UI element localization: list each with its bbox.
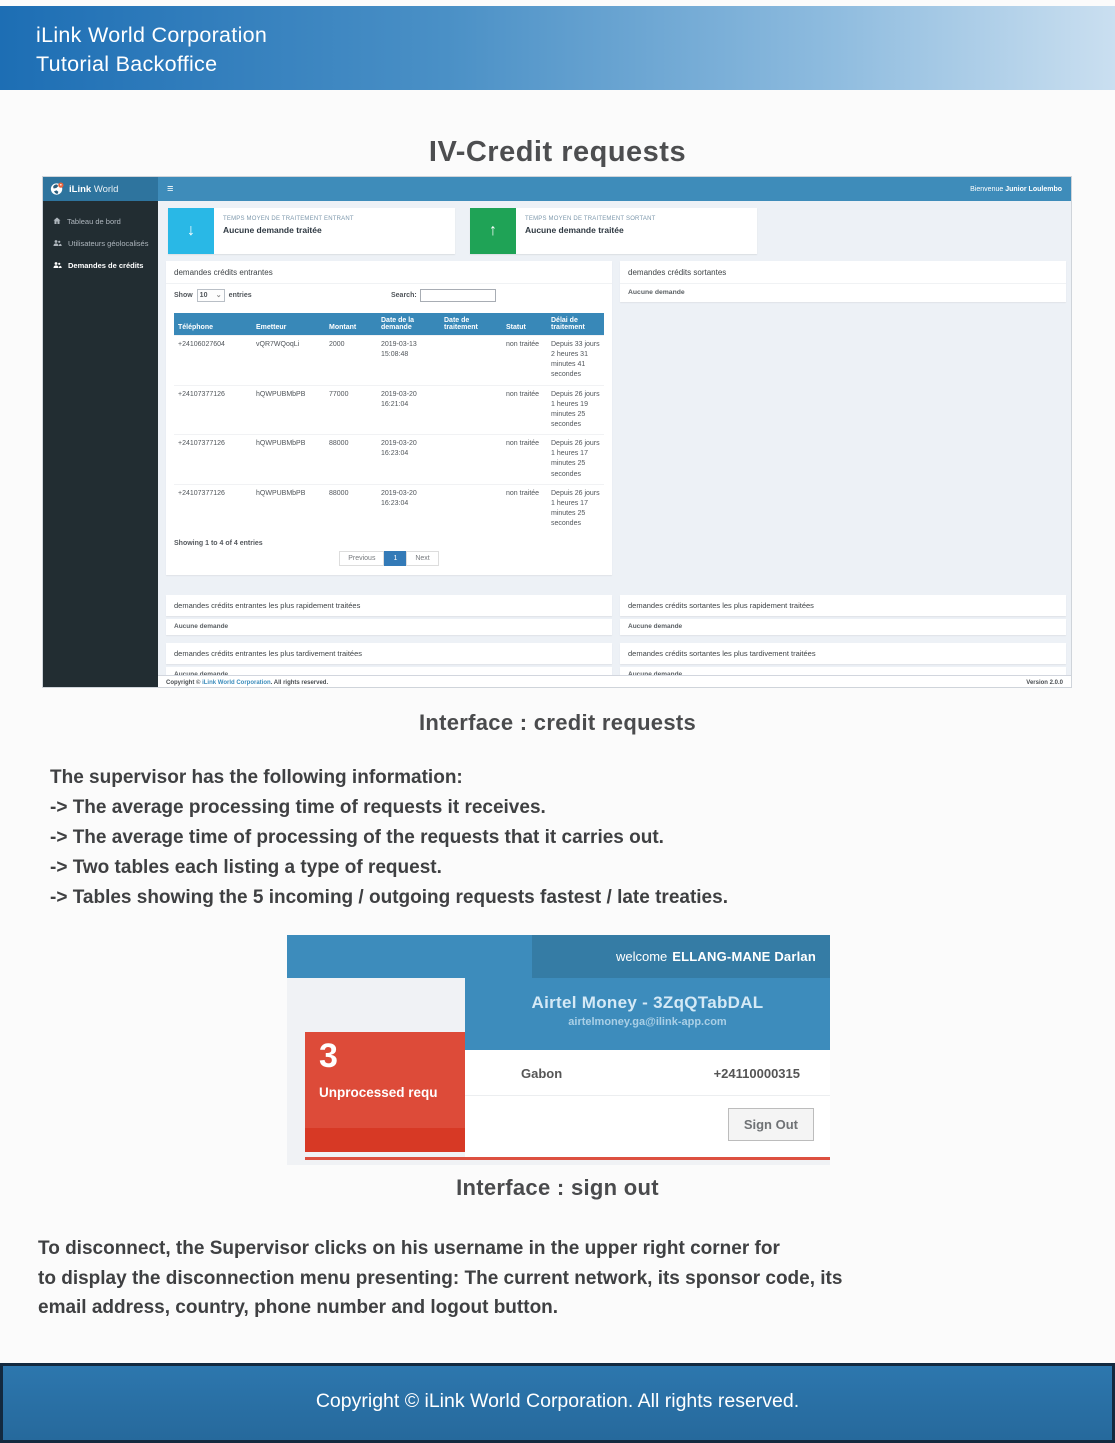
next-page-button[interactable]: Next: [406, 551, 438, 566]
dashboard-icon: [53, 217, 61, 225]
users-icon: [53, 239, 62, 247]
incoming-fastest-panel: demandes crédits entrantes les plus rapidement traitées Aucune demande: [166, 595, 612, 635]
table-header-row: [174, 313, 604, 336]
outgoing-fastest-panel: demandes crédits sortantes les plus rapidement traitées Aucune demande: [620, 595, 1066, 635]
datatable-controls: [166, 284, 612, 309]
column-header[interactable]: Date de traitement: [440, 313, 502, 336]
unprocessed-requests-box: [305, 1032, 465, 1152]
user-email: airtelmoney.ga@ilink-app.com: [568, 1016, 727, 1028]
document-header-line1: iLink World Corporation: [36, 23, 268, 47]
card-value: Aucune demande traitée: [223, 225, 322, 235]
table-row: +24107377126 hQWPUBMbPB 88000 2019-03-20 16:23:04 non traitée Depuis 26 jours 1 heures 17 minutes 25 secondes: [174, 435, 604, 485]
page-title: IV-Credit requests: [428, 136, 687, 168]
showing-entries-text: Showing 1 to 4 of 4 entries: [174, 540, 263, 548]
country-label: Gabon: [521, 1066, 563, 1081]
sidebar: [43, 201, 158, 688]
app-copyright: Copyright © iLink World Corporation. All rights reserved.: [166, 679, 329, 686]
document-header-line2: Tutorial Backoffice: [36, 52, 218, 76]
app-version: Version 2.0.0: [1026, 679, 1063, 686]
brand-text: iLink World: [69, 183, 119, 195]
previous-page-button[interactable]: Previous: [339, 551, 384, 566]
table-row: +24106027604 vQR7WQoqLi 2000 2019-03-13 15:08:48 non traitée Depuis 33 jours 2 heures 31 minutes 41 secondes: [174, 336, 604, 386]
chevron-down-icon: ⌄: [215, 292, 222, 299]
box-footer-strip: [305, 1128, 465, 1152]
page-1-button[interactable]: 1: [384, 551, 406, 566]
credit-requests-screenshot: [42, 176, 1072, 688]
arrow-down-icon: ↓: [168, 208, 214, 254]
signout-screenshot: [287, 935, 830, 1165]
supervisor-info-paragraph: The supervisor has the following information: -> The average processing time of requests it receives. -> The average time of processing of the requests that it carries out. -> Two tables each listing a type of request. -> Tables showing the 5 incoming / outgoing requests fastest / late treaties.: [50, 767, 728, 908]
phone-number: +24110000315: [713, 1066, 800, 1081]
app-footer: [158, 675, 1071, 688]
page-length-select[interactable]: 10 ⌄: [197, 289, 225, 302]
outgoing-requests-panel: [620, 261, 1066, 302]
table-row: +24107377126 hQWPUBMbPB 88000 2019-03-20 16:23:04 non traitée Depuis 26 jours 1 heures 17 minutes 25 secondes: [174, 484, 604, 533]
outgoing-panel-title: demandes crédits sortantes: [620, 261, 1066, 284]
app-navbar: [43, 177, 1071, 201]
outgoing-panel-empty: Aucune demande: [628, 289, 685, 296]
dropdown-header: [465, 978, 830, 1050]
search-control: Search:: [391, 289, 496, 302]
unprocessed-count: 3: [319, 1037, 338, 1075]
outgoing-latest-panel: demandes crédits sortantes les plus tardivement traitées: [620, 643, 1066, 683]
card-value: Aucune demande traitée: [525, 225, 624, 235]
dropdown-body: [465, 1050, 830, 1160]
incoming-panel-title: demandes crédits entrantes: [166, 261, 612, 284]
caption-credit-requests: Interface : credit requests: [418, 710, 697, 735]
incoming-latest-panel: demandes crédits entrantes les plus tardivement traitées: [166, 643, 612, 683]
sidebar-item-dashboard[interactable]: Tableau de bord: [43, 210, 158, 232]
table-row: +24107377126 hQWPUBMbPB 77000 2019-03-20 16:21:04 non traitée Depuis 26 jours 1 heures 19 minutes 25 secondes: [174, 385, 604, 435]
corporation-link[interactable]: iLink World Corporation: [202, 679, 271, 686]
outgoing-avg-time-card: [470, 208, 757, 254]
document-footer: Copyright © iLink World Corporation. All rights reserved.: [0, 1363, 1115, 1443]
search-input[interactable]: [420, 289, 496, 302]
incoming-requests-table: [174, 313, 604, 533]
arrow-up-icon: ↑: [470, 208, 516, 254]
sidebar-item-geolocated-users[interactable]: Utilisateurs géolocalisés: [43, 232, 158, 254]
signout-button-row: [465, 1096, 830, 1153]
incoming-requests-panel: [166, 261, 612, 575]
card-title: TEMPS MOYEN DE TRAITEMENT ENTRANT: [223, 216, 354, 222]
datatable-footer: [166, 533, 612, 575]
column-header[interactable]: Montant: [325, 313, 377, 336]
column-header[interactable]: Date de la demande: [377, 313, 440, 336]
sign-out-button[interactable]: Sign Out: [728, 1108, 814, 1141]
incoming-avg-time-card: [168, 208, 455, 254]
unprocessed-label: Unprocessed requ: [319, 1085, 438, 1101]
navbar-strip: [158, 177, 1071, 201]
app-content: [158, 201, 1071, 688]
column-header[interactable]: Statut: [502, 313, 547, 336]
users-icon: [53, 261, 62, 269]
red-divider-line: [305, 1157, 830, 1160]
card-title: TEMPS MOYEN DE TRAITEMENT SORTANT: [525, 216, 656, 222]
column-header[interactable]: Emetteur: [252, 313, 325, 336]
column-header[interactable]: Téléphone: [174, 313, 252, 336]
app-logo[interactable]: [43, 177, 158, 201]
page-length-control: Show 10 ⌄ entries: [174, 289, 252, 302]
signout-navbar: [287, 935, 830, 978]
disconnect-paragraph: To disconnect, the Supervisor clicks on his username in the upper right corner for to display the disconnection menu presenting: The current network, its sponsor code, its email address, country, phone number and logout button.: [38, 1238, 843, 1318]
column-header[interactable]: Délai de traitement: [547, 313, 604, 336]
network-name: Airtel Money - 3ZqQTabDAL: [531, 993, 764, 1012]
sidebar-item-credit-requests[interactable]: Demandes de crédits: [43, 254, 158, 276]
signout-dropdown: [465, 978, 830, 1160]
country-phone-row: [465, 1050, 830, 1096]
globe-icon: [50, 182, 64, 196]
signout-user-menu[interactable]: welcome ELLANG-MANE Darlan: [532, 935, 830, 978]
navbar-user-menu[interactable]: Bienvenue Junior Loulembo: [970, 185, 1062, 193]
document-header: [0, 6, 1115, 90]
hamburger-icon[interactable]: ≡: [167, 183, 174, 195]
caption-sign-out: Interface : sign out: [456, 1175, 659, 1200]
